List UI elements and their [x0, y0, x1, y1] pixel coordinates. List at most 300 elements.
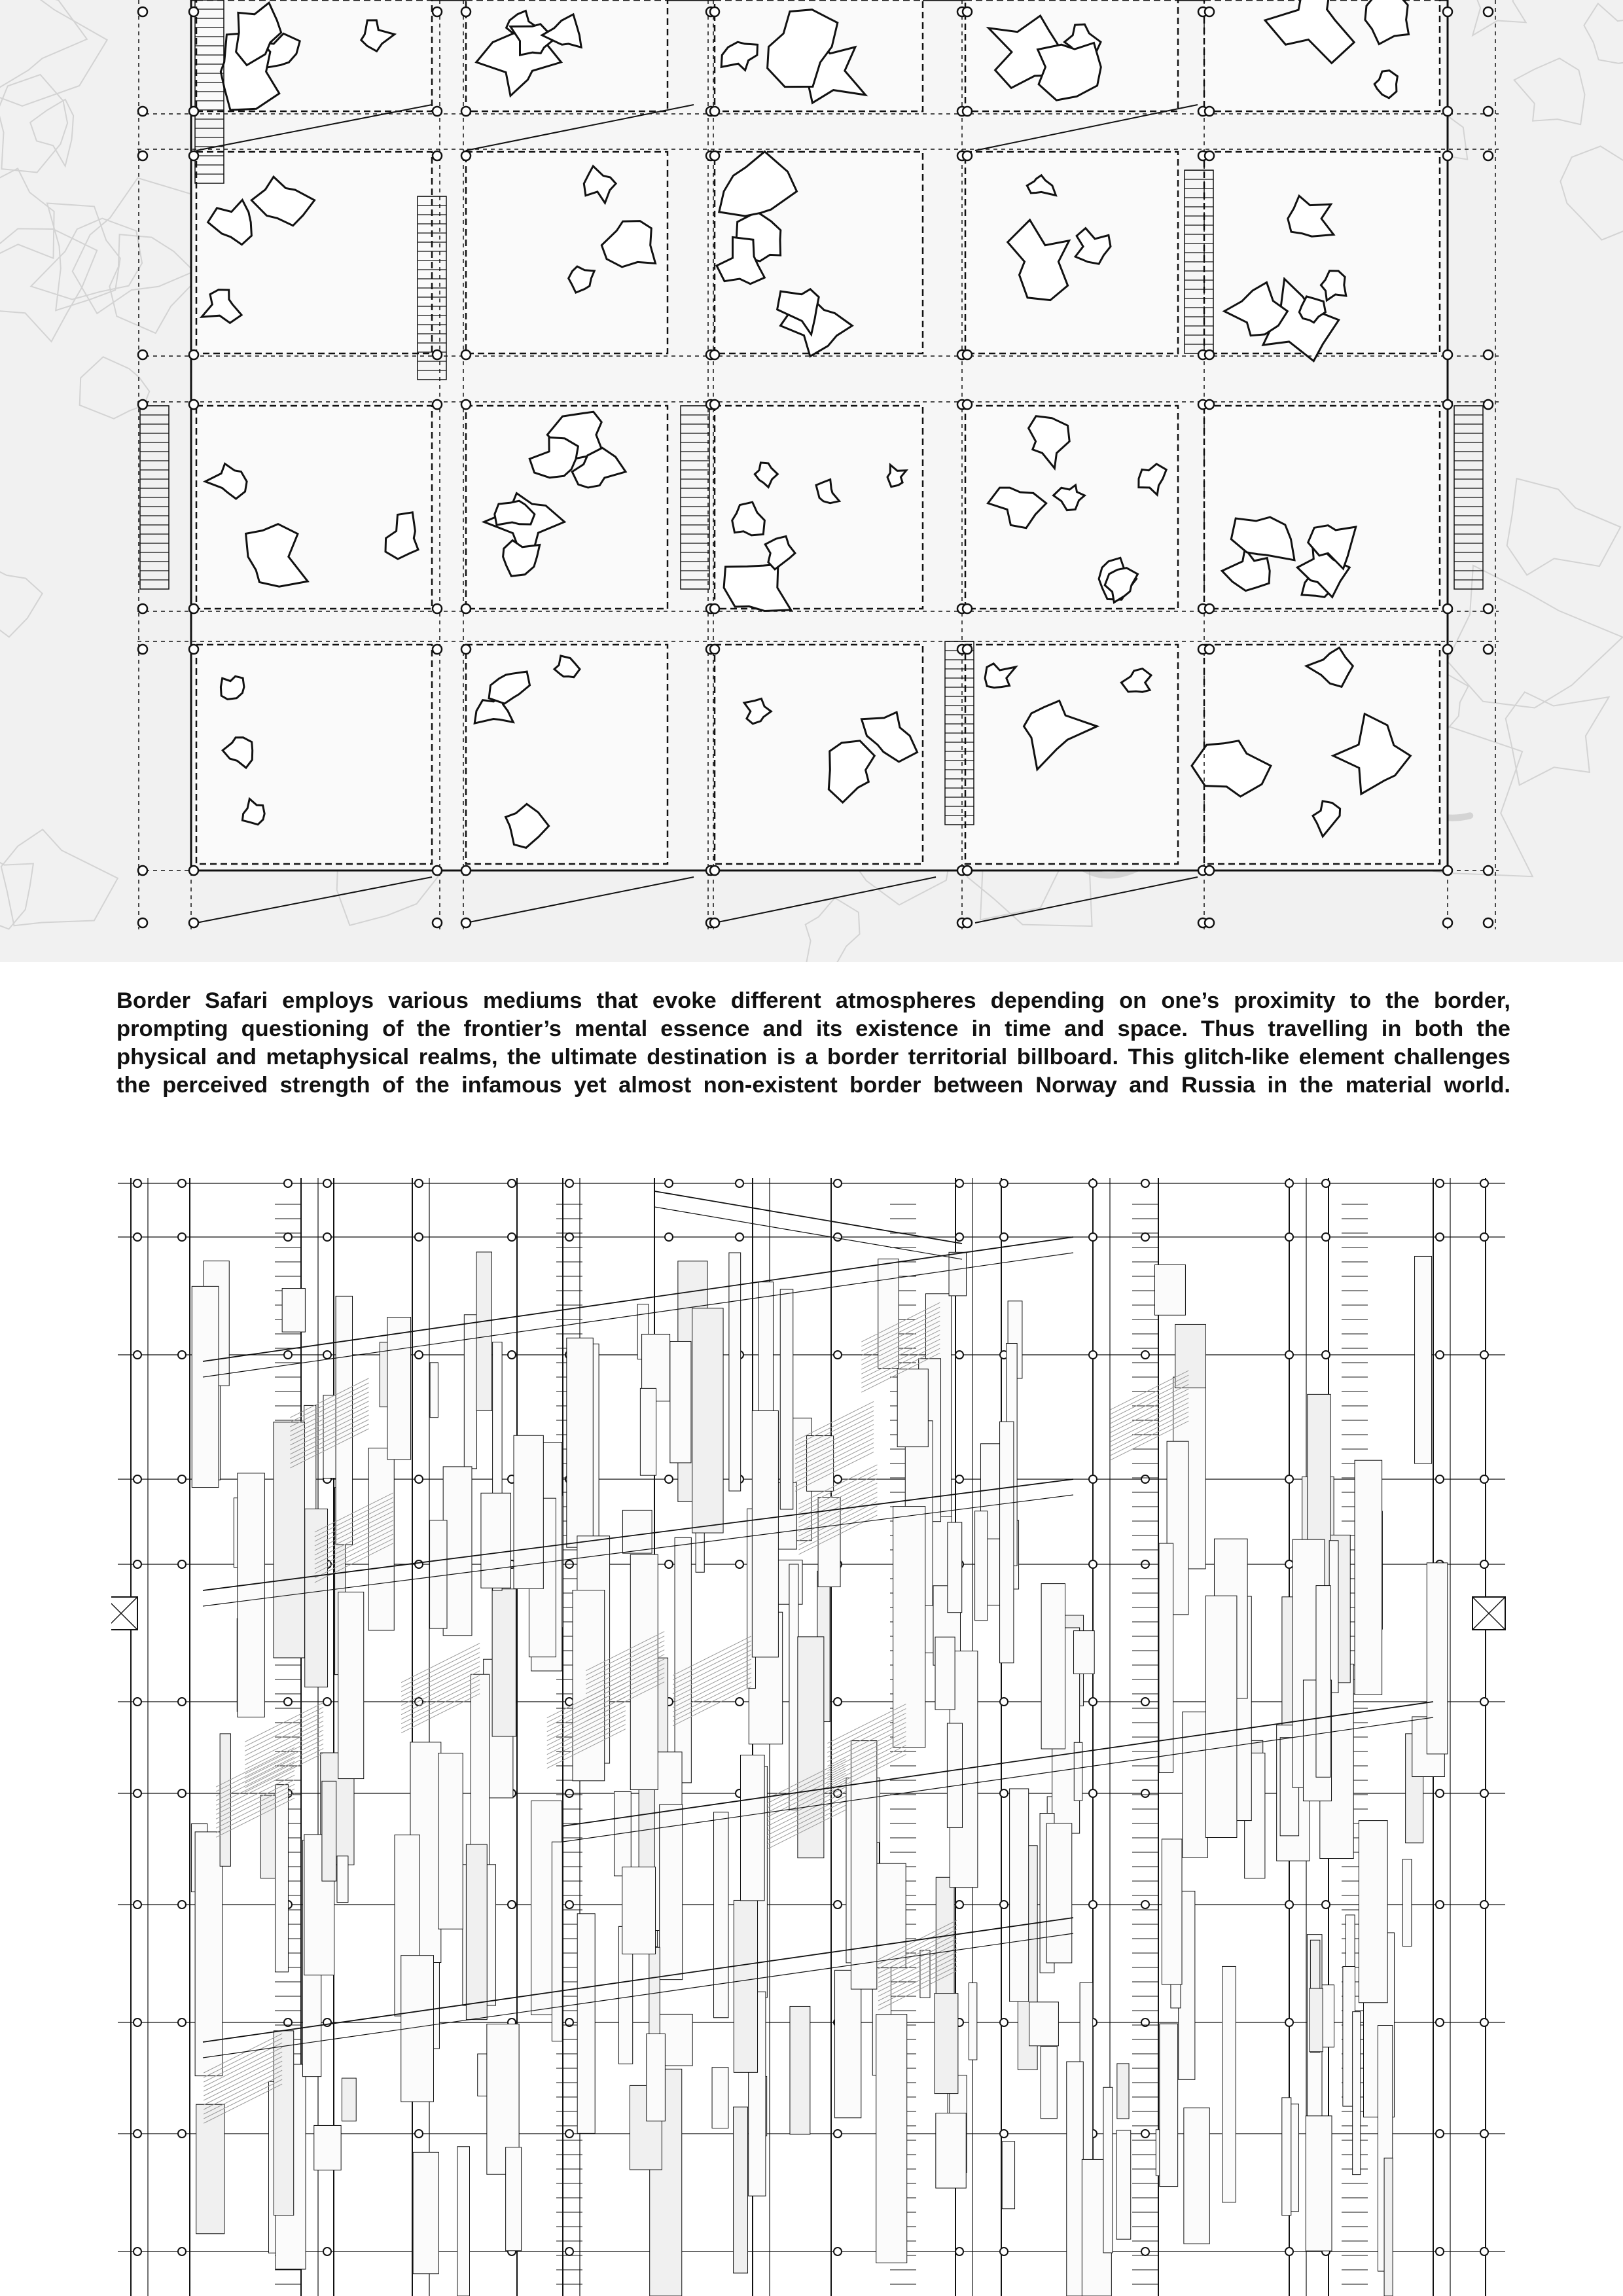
grid-node — [963, 604, 972, 613]
extruded-tower — [322, 1781, 336, 1881]
grid-node — [1205, 107, 1214, 116]
grid-node — [665, 1475, 673, 1483]
grid-node — [1141, 1233, 1149, 1241]
grid-node — [323, 2248, 331, 2255]
grid-node — [1205, 918, 1214, 927]
grid-node — [1484, 604, 1493, 613]
grid-node — [433, 7, 442, 16]
grid-node — [138, 7, 147, 16]
grid-node — [1141, 1475, 1149, 1483]
grid-node — [665, 1179, 673, 1187]
terrain-plan-drawing — [0, 0, 1623, 962]
grid-node — [1089, 1179, 1097, 1187]
grid-node — [415, 1179, 423, 1187]
grid-node — [1285, 1179, 1293, 1187]
grid-node — [1322, 1351, 1330, 1359]
grid-node — [834, 1179, 842, 1187]
grid-node — [1484, 151, 1493, 160]
grid-node — [189, 604, 198, 613]
grid-node — [1443, 866, 1452, 875]
grid-node — [1443, 350, 1452, 359]
grid-node — [461, 400, 471, 409]
grid-node — [284, 1351, 292, 1359]
extruded-tower — [893, 1507, 925, 1748]
grid-node — [1285, 1560, 1293, 1568]
extruded-tower — [1002, 2142, 1014, 2209]
extruded-tower — [1117, 2064, 1129, 2119]
extruded-tower — [878, 1259, 899, 1369]
grid-node — [178, 1233, 186, 1241]
grid-node — [834, 1698, 842, 1706]
grid-node — [178, 1351, 186, 1359]
grid-node — [1000, 2248, 1008, 2255]
grid-node — [189, 400, 198, 409]
grid-node — [1285, 1901, 1293, 1909]
grid-node — [323, 1698, 331, 1706]
grid-node — [565, 1901, 573, 1909]
grid-node — [736, 1698, 743, 1706]
extruded-tower — [1415, 1256, 1432, 1463]
extruded-tower — [835, 1970, 861, 2117]
grid-node — [1484, 645, 1493, 654]
grid-node — [508, 1901, 516, 1909]
grid-node — [955, 1351, 963, 1359]
extruded-tower — [948, 1522, 962, 1613]
grid-node — [665, 1560, 673, 1568]
extruded-tower — [577, 1914, 595, 2134]
grid-node — [178, 2018, 186, 2026]
extruded-tower — [282, 1289, 305, 1333]
axon-svg — [111, 1165, 1512, 2296]
extruded-tower — [798, 1637, 824, 1858]
grid-node — [1480, 2018, 1488, 2026]
extruded-tower — [670, 1341, 691, 1462]
grid-node — [1436, 1901, 1444, 1909]
extruded-tower — [789, 1564, 798, 1810]
extruded-tower — [640, 1388, 656, 1475]
extruded-tower — [1010, 1789, 1029, 2001]
extruded-tower — [1116, 2130, 1131, 2239]
grid-node — [1480, 1179, 1488, 1187]
extruded-tower — [387, 1318, 411, 1460]
extruded-tower — [734, 2107, 748, 2273]
grid-node — [178, 1560, 186, 1568]
grid-node — [565, 2130, 573, 2138]
extruded-tower — [660, 1804, 683, 1980]
grid-node — [710, 350, 719, 359]
extruded-tower — [897, 1369, 928, 1447]
grid-node — [461, 350, 471, 359]
extruded-tower — [238, 1473, 265, 1717]
grid-node — [963, 645, 972, 654]
grid-node — [1484, 866, 1493, 875]
grid-node — [461, 866, 471, 875]
contour-line — [0, 75, 67, 172]
grid-node — [710, 918, 719, 927]
extruded-tower — [692, 1308, 723, 1533]
grid-node — [1484, 400, 1493, 409]
grid-node — [433, 604, 442, 613]
grid-node — [1484, 107, 1493, 116]
extruded-tower — [274, 2031, 293, 2215]
ramp-line — [466, 877, 694, 923]
extruded-tower — [506, 2147, 522, 2251]
walkway-edge — [654, 1191, 962, 1244]
extruded-tower — [192, 1286, 219, 1487]
grid-node — [963, 7, 972, 16]
extruded-tower — [481, 1493, 511, 1588]
grid-node — [710, 7, 719, 16]
grid-node — [134, 1789, 141, 1797]
contour-line — [1472, 0, 1525, 35]
grid-node — [1436, 1351, 1444, 1359]
grid-node — [415, 1560, 423, 1568]
grid-node — [284, 1698, 292, 1706]
grid-node — [415, 1233, 423, 1241]
grid-node — [1205, 604, 1214, 613]
extruded-tower — [714, 1812, 728, 2018]
extruded-tower — [975, 1511, 988, 1621]
grid-node — [1089, 1901, 1097, 1909]
grid-node — [1436, 2018, 1444, 2026]
plan-module-cell — [196, 152, 432, 353]
extruded-tower — [1067, 2062, 1083, 2296]
extruded-tower — [430, 1363, 438, 1418]
grid-node — [138, 866, 147, 875]
grid-node — [1000, 1233, 1008, 1241]
grid-node — [134, 2130, 141, 2138]
extruded-tower — [338, 1592, 364, 1778]
grid-node — [834, 2248, 842, 2255]
extruded-tower — [1359, 1821, 1387, 2003]
grid-node — [1443, 645, 1452, 654]
grid-node — [834, 2130, 842, 2138]
extruded-tower — [935, 1994, 958, 2094]
grid-node — [134, 1179, 141, 1187]
extruded-tower — [936, 1877, 954, 2003]
grid-node — [1205, 350, 1214, 359]
grid-node — [1480, 1475, 1488, 1483]
grid-node — [189, 7, 198, 16]
grid-node — [963, 350, 972, 359]
grid-node — [1443, 918, 1452, 927]
extruded-tower — [622, 1510, 652, 1553]
grid-node — [178, 1901, 186, 1909]
grid-node — [134, 1475, 141, 1483]
grid-node — [1436, 1233, 1444, 1241]
grid-node — [565, 1233, 573, 1241]
grid-node — [508, 1179, 516, 1187]
grid-node — [1141, 2248, 1149, 2255]
extruded-tower — [196, 2104, 224, 2234]
grid-node — [134, 1233, 141, 1241]
grid-node — [415, 1351, 423, 1359]
contour-line — [31, 219, 142, 300]
grid-node — [189, 918, 198, 927]
grid-node — [736, 1233, 743, 1241]
ramp-line — [975, 877, 1198, 923]
grid-node — [1436, 1789, 1444, 1797]
extruded-tower — [1046, 1823, 1072, 1963]
extruded-tower — [1205, 1596, 1237, 1837]
extruded-tower — [314, 2125, 341, 2170]
grid-node — [834, 1901, 842, 1909]
caption-line-2: prompting questioning of the frontier’s mental essence and its existence in time and space. Thus travelling in both the — [116, 1016, 1510, 1041]
grid-node — [565, 2248, 573, 2255]
extruded-tower — [457, 2147, 470, 2296]
extruded-tower — [1310, 1988, 1323, 2052]
grid-node — [284, 1233, 292, 1241]
extruded-tower — [935, 1637, 955, 1710]
grid-node — [1436, 1475, 1444, 1483]
grid-node — [433, 866, 442, 875]
grid-node — [189, 645, 198, 654]
plan-module-cell — [466, 645, 668, 864]
grid-node — [1089, 1560, 1097, 1568]
grid-node — [1000, 1789, 1008, 1797]
extruded-tower — [875, 1863, 906, 1967]
grid-node — [433, 400, 442, 409]
grid-node — [1141, 2130, 1149, 2138]
grid-node — [1285, 2248, 1293, 2255]
crossed-box — [111, 1597, 137, 1630]
grid-node — [665, 1233, 673, 1241]
grid-node — [134, 2018, 141, 2026]
grid-node — [461, 7, 471, 16]
caption-line-1: Border Safari employs various mediums that evoke different atmospheres depending on one’s proximity to the border, — [116, 988, 1510, 1013]
grid-node — [138, 645, 147, 654]
grid-node — [1322, 1179, 1330, 1187]
grid-node — [736, 1560, 743, 1568]
contour-line — [1584, 3, 1623, 63]
grid-node — [1205, 866, 1214, 875]
extruded-tower — [1154, 1265, 1185, 1315]
extruded-tower — [947, 1723, 962, 1827]
grid-node — [461, 918, 471, 927]
extruded-tower — [1000, 1422, 1014, 1663]
contour-line — [30, 99, 73, 166]
extruded-tower — [936, 2113, 966, 2188]
ramp-line — [715, 877, 936, 923]
extruded-tower — [712, 2068, 728, 2128]
grid-node — [1089, 1698, 1097, 1706]
extruded-tower — [1074, 1631, 1095, 1674]
extruded-tower — [1402, 1859, 1412, 1946]
axonometric-drawing — [111, 1165, 1512, 2296]
grid-node — [1141, 1901, 1149, 1909]
grid-node — [710, 151, 719, 160]
extruded-tower — [1355, 1460, 1382, 1695]
grid-node — [461, 151, 471, 160]
grid-node — [736, 1179, 743, 1187]
grid-node — [138, 107, 147, 116]
extruded-tower — [969, 1983, 976, 2060]
grid-node — [433, 107, 442, 116]
grid-node — [1141, 1789, 1149, 1797]
extruded-tower — [1160, 2024, 1178, 2187]
extruded-tower — [729, 1253, 741, 1491]
extruded-tower — [630, 1554, 658, 1789]
extruded-tower — [342, 2078, 356, 2121]
grid-node — [284, 1179, 292, 1187]
contour-line — [0, 168, 54, 264]
grid-node — [1205, 645, 1214, 654]
contour-line — [805, 898, 859, 962]
grid-node — [1000, 1179, 1008, 1187]
grid-node — [565, 1698, 573, 1706]
grid-node — [134, 1698, 141, 1706]
extruded-tower — [337, 1856, 348, 1903]
extruded-tower — [466, 1844, 487, 2020]
extruded-tower — [567, 1338, 593, 1547]
extruded-tower — [647, 2034, 666, 2121]
grid-node — [1205, 151, 1214, 160]
grid-node — [189, 866, 198, 875]
contour-line — [1, 829, 118, 925]
extruded-tower — [876, 2015, 907, 2263]
extruded-tower — [1041, 1584, 1065, 1749]
grid-node — [963, 400, 972, 409]
extruded-tower — [1074, 1742, 1082, 1801]
grid-node — [955, 2248, 963, 2255]
grid-node — [1141, 1179, 1149, 1187]
ramp-line — [196, 877, 432, 923]
grid-node — [955, 1179, 963, 1187]
grid-node — [1322, 1233, 1330, 1241]
grid-node — [189, 350, 198, 359]
grid-node — [178, 1698, 186, 1706]
contour-line — [1507, 478, 1621, 575]
extruded-tower — [220, 1734, 230, 1866]
grid-node — [1480, 1233, 1488, 1241]
grid-node — [138, 918, 147, 927]
caption-line-4: the perceived strength of the infamous yet almost non-existent border between Norway and Russia in the material world. — [116, 1073, 1510, 1098]
grid-node — [1285, 1351, 1293, 1359]
grid-node — [1089, 1351, 1097, 1359]
grid-node — [1000, 2018, 1008, 2026]
plan-module-cell — [965, 152, 1178, 353]
grid-node — [433, 645, 442, 654]
grid-node — [189, 151, 198, 160]
grid-node — [134, 1560, 141, 1568]
grid-node — [1000, 1698, 1008, 1706]
grid-node — [134, 1351, 141, 1359]
extruded-tower — [780, 1289, 793, 1509]
grid-node — [834, 1233, 842, 1241]
extruded-tower — [464, 1315, 476, 1469]
grid-node — [1436, 1179, 1444, 1187]
grid-node — [138, 604, 147, 613]
contour-line — [1447, 565, 1622, 708]
grid-node — [963, 151, 972, 160]
grid-node — [323, 1351, 331, 1359]
grid-node — [1141, 1351, 1149, 1359]
extruded-tower — [1159, 1543, 1173, 1772]
contour-line — [109, 234, 200, 333]
grid-node — [178, 1475, 186, 1483]
contour-line — [0, 0, 87, 94]
grid-node — [433, 350, 442, 359]
grid-node — [955, 1901, 963, 1909]
grid-node — [710, 645, 719, 654]
extruded-tower — [1353, 2012, 1361, 2175]
grid-node — [1480, 2248, 1488, 2255]
extruded-tower — [1384, 2158, 1393, 2296]
grid-node — [461, 107, 471, 116]
grid-node — [178, 2248, 186, 2255]
grid-node — [834, 1351, 842, 1359]
extruded-tower — [1427, 1563, 1447, 1754]
extruded-tower — [443, 1467, 472, 1636]
contour-line — [1560, 146, 1623, 240]
grid-node — [1436, 2130, 1444, 2138]
grid-node — [1089, 1233, 1097, 1241]
grid-node — [1480, 1901, 1488, 1909]
grid-node — [1205, 7, 1214, 16]
grid-node — [461, 604, 471, 613]
extruded-tower — [790, 2006, 810, 2134]
grid-node — [1285, 1233, 1293, 1241]
grid-node — [323, 1233, 331, 1241]
extruded-tower — [476, 1252, 491, 1410]
extruded-tower — [1184, 2108, 1209, 2244]
grid-node — [1480, 1560, 1488, 1568]
extruded-tower — [622, 1867, 656, 1954]
grid-node — [955, 1233, 963, 1241]
grid-node — [138, 151, 147, 160]
grid-node — [565, 1789, 573, 1797]
grid-node — [963, 866, 972, 875]
extruded-tower — [675, 1537, 691, 1783]
grid-node — [134, 2248, 141, 2255]
extruded-tower — [1222, 1966, 1236, 2202]
grid-node — [1443, 151, 1452, 160]
island-outline — [221, 676, 244, 699]
grid-node — [1484, 7, 1493, 16]
grid-node — [1480, 2130, 1488, 2138]
grid-node — [1000, 2130, 1008, 2138]
grid-node — [433, 151, 442, 160]
grid-node — [1205, 400, 1214, 409]
extruded-tower — [1029, 2002, 1059, 2046]
extruded-tower — [275, 1785, 288, 1972]
extruded-tower — [1041, 2047, 1057, 2119]
extruded-tower — [1162, 1839, 1182, 1984]
grid-node — [710, 604, 719, 613]
grid-node — [189, 107, 198, 116]
grid-node — [508, 1351, 516, 1359]
grid-node — [1443, 400, 1452, 409]
grid-node — [1141, 1698, 1149, 1706]
grid-node — [178, 1179, 186, 1187]
extruded-tower — [1306, 2116, 1332, 2251]
extruded-tower — [573, 1590, 605, 1781]
grid-node — [433, 918, 442, 927]
grid-node — [1000, 1901, 1008, 1909]
grid-node — [1089, 1475, 1097, 1483]
contour-line — [0, 562, 43, 637]
grid-node — [1484, 918, 1493, 927]
extruded-tower — [1103, 2087, 1113, 2253]
grid-node — [1480, 1789, 1488, 1797]
grid-node — [178, 1789, 186, 1797]
extruded-tower — [368, 1448, 394, 1630]
grid-node — [415, 1475, 423, 1483]
extruded-tower — [492, 1589, 516, 1736]
extruded-tower — [336, 1296, 352, 1545]
grid-node — [1443, 7, 1452, 16]
grid-node — [1285, 1475, 1293, 1483]
